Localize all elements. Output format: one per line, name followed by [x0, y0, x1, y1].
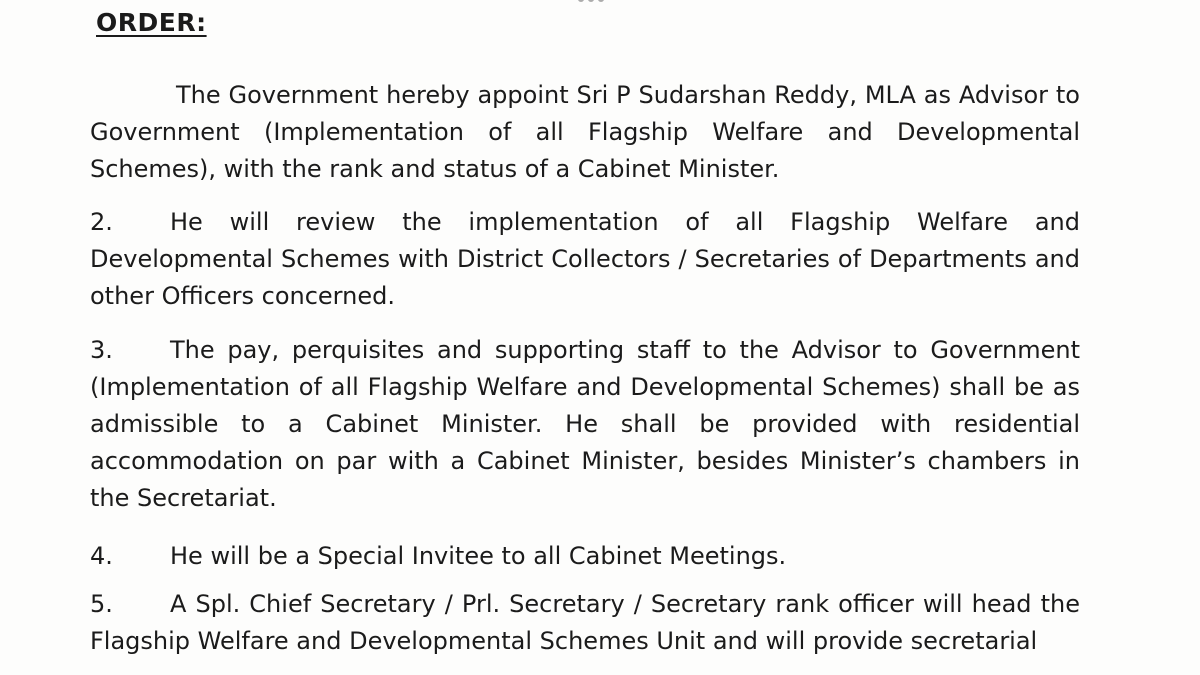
paragraph-number: 3. [90, 336, 113, 364]
paragraph-text: He will review the implementation of all Flagship Welfare and Developmental Schemes with District Collectors / Secretaries of Departments and other Officers concerned. [90, 208, 1080, 310]
emblem-dot [598, 0, 604, 2]
paragraph-3 [90, 332, 1080, 517]
emblem-icon [568, 0, 614, 4]
paragraph-text: The pay, perquisites and supporting staff to the Advisor to Government (Implementation of all Flagship Welfare and Developmental Schemes) shall be as admissible to a Cabinet Minister. He shall be provided with residential accommodation on par with a Cabinet Minister, besides Minister’s chambers in the Secretariat. [90, 336, 1080, 512]
paragraph-2 [90, 204, 1080, 315]
emblem-dot [578, 0, 584, 2]
paragraph-4 [90, 538, 1080, 575]
emblem-dot [588, 0, 594, 2]
paragraph-number: 5. [90, 590, 113, 618]
order-heading: ORDER: [96, 8, 207, 37]
paragraph-5 [90, 586, 1080, 660]
paragraph-number: 4. [90, 542, 113, 570]
paragraph-text: He will be a Special Invitee to all Cabinet Meetings. [170, 542, 787, 570]
paragraph-text: The Government hereby appoint Sri P Sudarshan Reddy, MLA as Advisor to Government (Implementation of all Flagship Welfare and Developmental Schemes), with the rank and status of a Cabinet Minister. [90, 81, 1080, 183]
paragraph-intro [90, 77, 1080, 188]
paragraph-number: 2. [90, 208, 113, 236]
paragraph-text: A Spl. Chief Secretary / Prl. Secretary / Secretary rank officer will head the Flagship Welfare and Developmental Schemes Unit and will provide secretarial [90, 590, 1080, 655]
